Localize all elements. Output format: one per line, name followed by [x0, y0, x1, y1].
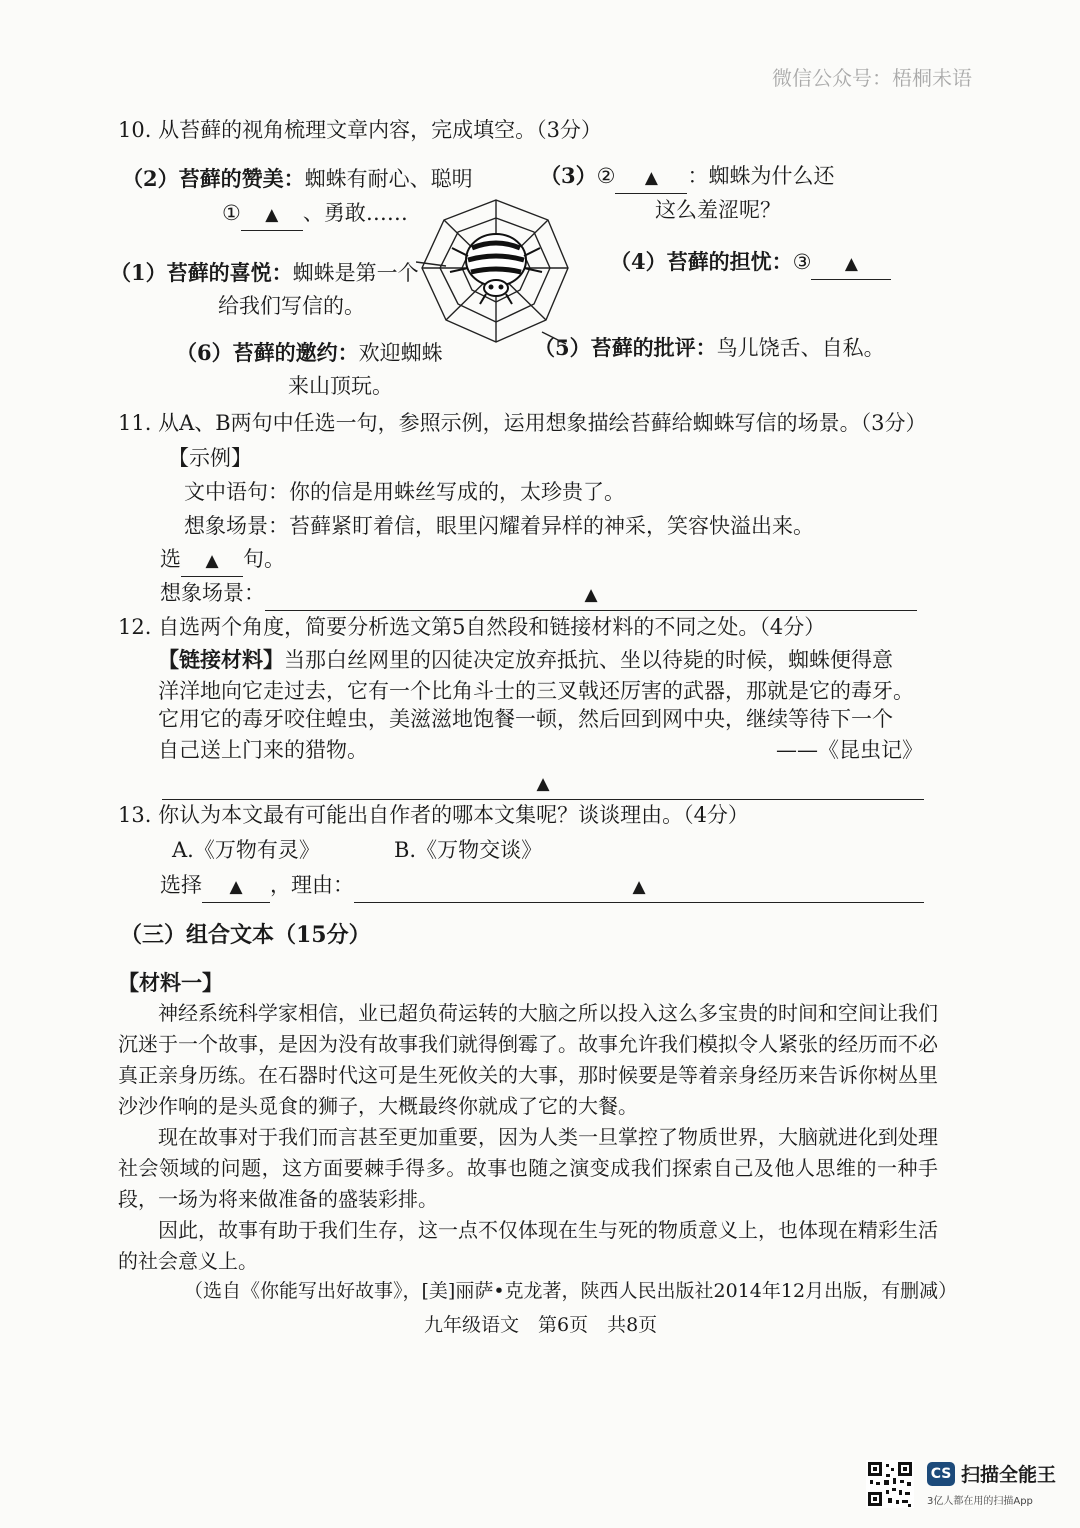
link-line-1-text: 当那白丝网里的囚徒决定放弃抵抗、坐以待毙的时候，蜘蛛便得意 [284, 648, 893, 672]
blank-3-number: ③ [792, 250, 812, 274]
page-footer: 九年级语文 第6页 共8页 [424, 1314, 658, 1336]
link-line-4: 自己送上门来的猎物。 [158, 738, 368, 762]
material-1-paragraph: 因此，故事有助于我们生存，这一点不仅体现在生与死的物质意义上，也体现在精彩生活的社会意义上。 [118, 1218, 938, 1273]
q10-item-2-label: （2）苔藓的赞美： [122, 166, 305, 191]
link-source: ——《昆虫记》 [776, 738, 923, 762]
q10-item-1 [110, 258, 419, 288]
q10-item-6-text1: 欢迎蜘蛛 [358, 341, 443, 365]
q11-scene [160, 578, 917, 611]
q10-item-5-label: （5）苔藓的批评： [534, 335, 717, 360]
example-tag: 【示例】 [168, 446, 252, 470]
blank-3[interactable] [811, 247, 891, 280]
material-1-source: （选自《你能写出好故事》，[美]丽萨•克龙著，陕西人民出版社2014年12月出版，有删减） [184, 1280, 958, 1302]
triangle-mark-icon: ▲ [229, 877, 243, 897]
question-13-stem: 13. 你认为本文最有可能出自作者的哪本文集呢？谈谈理由。（4分） [118, 803, 749, 827]
q10-item-2-line2 [222, 198, 408, 231]
camscanner-tagline: 3亿人都在用的扫描App [927, 1496, 1033, 1507]
q10-item-4 [610, 247, 891, 280]
q11-select-pre: 选 [160, 547, 181, 571]
q10-item-6-text2: 来山顶玩。 [288, 374, 393, 398]
example-line-1: 文中语句：你的信是用蛛丝写成的，太珍贵了。 [184, 480, 625, 504]
triangle-mark-icon: ▲ [205, 551, 219, 571]
watermark: 微信公众号：梧桐未语 [772, 66, 972, 90]
q10-item-6-label: （6）苔藓的邀约： [176, 340, 359, 365]
q11-scene-label: 想象场景： [160, 581, 265, 605]
q10-item-1-label: （1）苔藓的喜悦： [110, 260, 293, 285]
material-1-paragraph: 现在故事对于我们而言甚至更加重要，因为人类一旦掌控了物质世界，大脑就进化到处理社会领域的问题，这方面要棘手得多。故事也随之演变成我们探索自己及他人思维的一种手段，一场为将来做准备的盛装彩排。 [118, 1125, 938, 1211]
q10-item-5-text: 鸟儿饶舌、自私。 [716, 336, 885, 360]
triangle-mark-icon: ▲ [536, 774, 550, 794]
question-12-stem: 12. 自选两个角度，简要分析选文第5自然段和链接材料的不同之处。（4分） [118, 615, 826, 639]
q13-reason-blank[interactable] [354, 870, 924, 903]
qr-code-icon [866, 1460, 914, 1508]
camscanner-logo-icon: CS [927, 1462, 955, 1486]
q11-select-blank[interactable] [181, 544, 243, 577]
q10-item-2 [122, 164, 473, 194]
q10-item-2-tail: 、勇敢…… [302, 201, 408, 225]
section-3-title: （三）组合文本（15分） [120, 922, 371, 948]
blank-1-number: ① [222, 201, 241, 225]
q13-choose-label: 选择 [160, 873, 202, 897]
link-line-2: 洋洋地向它走过去，它有一个比角斗士的三叉戟还厉害的武器，那就是它的毒牙。 [158, 679, 914, 703]
option-a: A.《万物有灵》 [172, 838, 320, 862]
q10-item-3-text2: 这么羞涩呢？ [655, 198, 781, 222]
link-material-tag: 【链接材料】 [158, 647, 284, 672]
q10-item-5 [534, 333, 885, 363]
camscanner-name: 扫描全能王 [961, 1464, 1057, 1486]
q10-item-2-text: 蜘蛛有耐心、聪明 [304, 167, 473, 191]
material-1-paragraph: 神经系统科学家相信，业已超负荷运转的大脑之所以投入这么多宝贵的时间和空间让我们沉迷于一个故事，是因为没有故事我们就得倒霉了。故事允许我们模拟令人紧张的经历而不必真正亲身历练。在石器时代这可是生死攸关的大事，那时候要是等着亲身经历来告诉你树丛里沙沙作响的是头觅食的狮子，大概最终你就成了它的大餐。 [118, 1001, 938, 1118]
q10-item-6 [176, 338, 443, 368]
material-1-tag: 【材料一】 [118, 970, 223, 995]
triangle-mark-icon: ▲ [644, 168, 658, 188]
material-1-body [118, 998, 938, 1277]
q12-answer-blank[interactable] [162, 767, 924, 800]
q13-reason-label: ，理由： [270, 873, 354, 897]
blank-2-number: ② [596, 164, 616, 188]
link-line-1 [158, 645, 893, 675]
q11-scene-blank[interactable] [265, 578, 917, 611]
blank-1[interactable] [241, 198, 303, 231]
option-b: B.《万物交谈》 [394, 838, 543, 862]
example-line-2: 想象场景：苔藓紧盯着信，眼里闪耀着异样的神采，笑容快溢出来。 [184, 514, 814, 538]
blank-2[interactable] [615, 161, 687, 194]
q11-select [160, 544, 285, 577]
q10-item-3-text1: ：蜘蛛为什么还 [687, 164, 835, 188]
q11-select-post: 句。 [243, 547, 285, 571]
triangle-mark-icon: ▲ [265, 205, 279, 225]
q10-item-3-label: （3） [540, 163, 597, 188]
spider-icon [450, 234, 542, 304]
q13-answer [160, 870, 924, 903]
link-line-3: 它用它的毒牙咬住蝗虫，美滋滋地饱餐一顿，然后回到网中央，继续等待下一个 [158, 707, 893, 731]
q10-item-1-text1: 蜘蛛是第一个 [292, 261, 419, 285]
question-11-stem: 11. 从A、B两句中任选一句，参照示例，运用想象描绘苔藓给蜘蛛写信的场景。（3分） [118, 411, 927, 435]
q10-item-4-label: （4）苔藓的担忧： [610, 249, 793, 274]
spider-web-icon [416, 196, 576, 346]
triangle-mark-icon: ▲ [584, 585, 598, 605]
q12-answer-line [162, 767, 924, 800]
q13-choose-blank[interactable] [202, 870, 270, 903]
triangle-mark-icon: ▲ [632, 877, 646, 897]
question-10-stem: 10. 从苔藓的视角梳理文章内容，完成填空。（3分） [118, 118, 602, 142]
q10-item-1-text2: 给我们写信的。 [218, 294, 365, 318]
q10-item-3 [540, 161, 834, 194]
triangle-mark-icon: ▲ [844, 254, 858, 274]
